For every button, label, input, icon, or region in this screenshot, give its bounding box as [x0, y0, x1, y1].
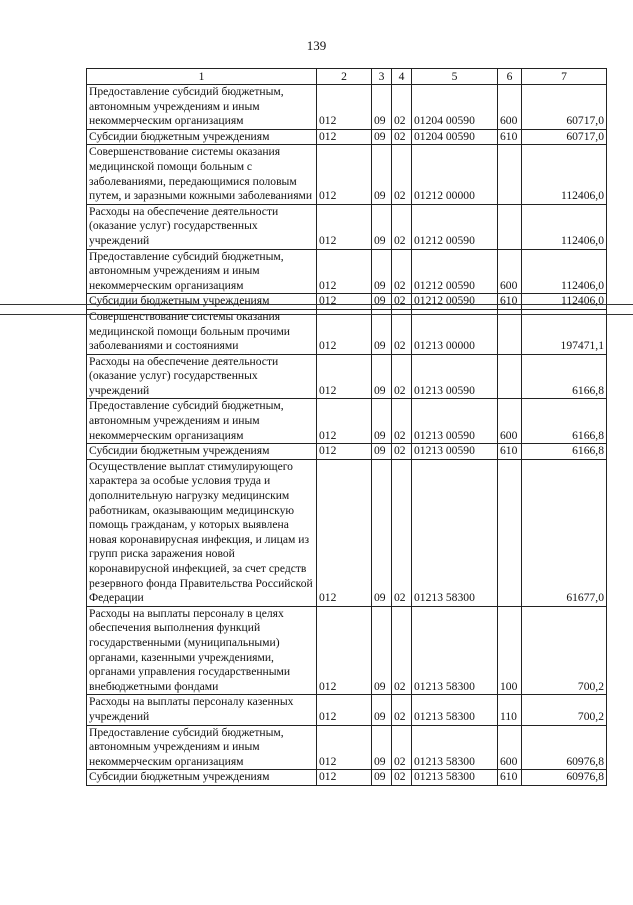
table-row — [87, 725, 607, 770]
target-article-cell: 01213 00590 — [412, 354, 498, 399]
subsection-code-cell: 02 — [392, 606, 412, 695]
subsection-code-cell: 02 — [392, 309, 412, 354]
subsection-code-cell: 02 — [392, 85, 412, 130]
subsection-code-cell: 02 — [392, 354, 412, 399]
ved-code-cell: 012 — [317, 85, 372, 130]
section-code-cell: 09 — [372, 695, 392, 725]
ved-code-cell: 012 — [317, 129, 372, 145]
ved-code-cell: 012 — [317, 399, 372, 444]
target-article-cell: 01204 00590 — [412, 85, 498, 130]
section-code-cell: 09 — [372, 249, 392, 294]
target-article-cell: 01212 00590 — [412, 294, 498, 310]
column-header: 5 — [412, 69, 498, 85]
column-header: 4 — [392, 69, 412, 85]
amount-cell: 60976,8 — [522, 725, 607, 770]
expense-type-cell — [498, 145, 522, 204]
ved-code-cell: 012 — [317, 145, 372, 204]
target-article-cell: 01212 00590 — [412, 249, 498, 294]
table-row — [87, 444, 607, 460]
ved-code-cell: 012 — [317, 459, 372, 606]
table-row — [87, 294, 607, 310]
amount-cell: 6166,8 — [522, 444, 607, 460]
expense-name-cell: Расходы на обеспечение деятельности (оказание услуг) государственных учреждений — [87, 354, 317, 399]
expense-name-cell: Предоставление субсидий бюджетным, автономным учреждениям и иным некоммерческим организациям — [87, 85, 317, 130]
amount-cell: 60717,0 — [522, 85, 607, 130]
subsection-code-cell: 02 — [392, 444, 412, 460]
page-number: 139 — [306, 38, 327, 53]
table-row — [87, 129, 607, 145]
expense-type-cell: 600 — [498, 249, 522, 294]
expense-name-cell: Субсидии бюджетным учреждениям — [87, 129, 317, 145]
section-code-cell: 09 — [372, 770, 392, 786]
ved-code-cell: 012 — [317, 770, 372, 786]
column-header: 3 — [372, 69, 392, 85]
subsection-code-cell: 02 — [392, 459, 412, 606]
expense-name-cell: Расходы на выплаты персоналу в целях обеспечения выполнения функций государственными (муниципальными) органами, казенными учреждениями, органами управления государственными внебюджетными фондами — [87, 606, 317, 695]
amount-cell: 112406,0 — [522, 145, 607, 204]
ved-code-cell: 012 — [317, 725, 372, 770]
expense-type-cell: 100 — [498, 606, 522, 695]
subsection-code-cell: 02 — [392, 145, 412, 204]
column-header: 1 — [87, 69, 317, 85]
expense-type-cell: 110 — [498, 695, 522, 725]
ved-code-cell: 012 — [317, 309, 372, 354]
section-code-cell: 09 — [372, 129, 392, 145]
expense-name-cell: Расходы на обеспечение деятельности (оказание услуг) государственных учреждений — [87, 204, 317, 249]
table-header-row — [87, 69, 607, 85]
expense-name-cell: Субсидии бюджетным учреждениям — [87, 294, 317, 310]
target-article-cell: 01213 58300 — [412, 606, 498, 695]
ved-code-cell: 012 — [317, 294, 372, 310]
expense-name-cell: Совершенствование системы оказания медицинской помощи больным прочими заболеваниями и состояниями — [87, 309, 317, 354]
table-row — [87, 85, 607, 130]
amount-cell: 700,2 — [522, 695, 607, 725]
amount-cell: 60976,8 — [522, 770, 607, 786]
column-header: 2 — [317, 69, 372, 85]
section-code-cell: 09 — [372, 725, 392, 770]
target-article-cell: 01213 00590 — [412, 444, 498, 460]
ved-code-cell: 012 — [317, 204, 372, 249]
table-row — [87, 606, 607, 695]
table-row — [87, 459, 607, 606]
subsection-code-cell: 02 — [392, 294, 412, 310]
table-row — [87, 249, 607, 294]
table-row — [87, 204, 607, 249]
section-code-cell: 09 — [372, 444, 392, 460]
amount-cell: 112406,0 — [522, 204, 607, 249]
subsection-code-cell: 02 — [392, 770, 412, 786]
ved-code-cell: 012 — [317, 354, 372, 399]
target-article-cell: 01204 00590 — [412, 129, 498, 145]
column-header: 7 — [522, 69, 607, 85]
expense-type-cell: 610 — [498, 770, 522, 786]
table-row — [87, 145, 607, 204]
target-article-cell: 01213 58300 — [412, 695, 498, 725]
subsection-code-cell: 02 — [392, 204, 412, 249]
section-code-cell: 09 — [372, 309, 392, 354]
amount-cell: 61677,0 — [522, 459, 607, 606]
table-row — [87, 354, 607, 399]
table-row — [87, 399, 607, 444]
section-code-cell: 09 — [372, 204, 392, 249]
expense-type-cell: 600 — [498, 85, 522, 130]
subsection-code-cell: 02 — [392, 695, 412, 725]
table-row — [87, 770, 607, 786]
expense-name-cell: Субсидии бюджетным учреждениям — [87, 770, 317, 786]
section-code-cell: 09 — [372, 606, 392, 695]
ved-code-cell: 012 — [317, 444, 372, 460]
table-row — [87, 695, 607, 725]
target-article-cell: 01213 58300 — [412, 770, 498, 786]
subsection-code-cell: 02 — [392, 399, 412, 444]
table-row — [87, 309, 607, 354]
expense-name-cell: Осуществление выплат стимулирующего характера за особые условия труда и дополнительную нагрузку медицинским работникам, оказывающим медицинскую помощь гражданам, у которых выявлена новая коронавирусная инфекция, и лицам из групп риска заражения новой коронавирусной инфекцией, за счет средств резервного фонда Правительства Российской Федерации — [87, 459, 317, 606]
section-code-cell: 09 — [372, 459, 392, 606]
budget-table — [86, 68, 607, 786]
amount-cell: 6166,8 — [522, 354, 607, 399]
amount-cell: 112406,0 — [522, 294, 607, 310]
section-code-cell: 09 — [372, 354, 392, 399]
scan-strike-line — [0, 304, 633, 305]
amount-cell: 112406,0 — [522, 249, 607, 294]
expense-type-cell: 610 — [498, 129, 522, 145]
section-code-cell: 09 — [372, 399, 392, 444]
expense-name-cell: Субсидии бюджетным учреждениям — [87, 444, 317, 460]
section-code-cell: 09 — [372, 294, 392, 310]
column-header: 6 — [498, 69, 522, 85]
subsection-code-cell: 02 — [392, 129, 412, 145]
expense-name-cell: Предоставление субсидий бюджетным, автономным учреждениям и иным некоммерческим организациям — [87, 725, 317, 770]
ved-code-cell: 012 — [317, 606, 372, 695]
expense-type-cell: 600 — [498, 725, 522, 770]
section-code-cell: 09 — [372, 85, 392, 130]
expense-name-cell: Совершенствование системы оказания медицинской помощи больным с заболеваниями, передающимися половым путем, и заразными кожными заболеваниями — [87, 145, 317, 204]
target-article-cell: 01213 58300 — [412, 725, 498, 770]
ved-code-cell: 012 — [317, 249, 372, 294]
subsection-code-cell: 02 — [392, 249, 412, 294]
target-article-cell: 01212 00590 — [412, 204, 498, 249]
ved-code-cell: 012 — [317, 695, 372, 725]
expense-type-cell — [498, 354, 522, 399]
expense-name-cell: Предоставление субсидий бюджетным, автономным учреждениям и иным некоммерческим организациям — [87, 249, 317, 294]
expense-type-cell: 610 — [498, 444, 522, 460]
expense-type-cell — [498, 309, 522, 354]
expense-name-cell: Расходы на выплаты персоналу казенных учреждений — [87, 695, 317, 725]
amount-cell: 6166,8 — [522, 399, 607, 444]
expense-type-cell — [498, 204, 522, 249]
expense-type-cell: 600 — [498, 399, 522, 444]
amount-cell: 197471,1 — [522, 309, 607, 354]
expense-name-cell: Предоставление субсидий бюджетным, автономным учреждениям и иным некоммерческим организациям — [87, 399, 317, 444]
expense-type-cell — [498, 459, 522, 606]
amount-cell: 700,2 — [522, 606, 607, 695]
subsection-code-cell: 02 — [392, 725, 412, 770]
target-article-cell: 01213 00000 — [412, 309, 498, 354]
expense-type-cell: 610 — [498, 294, 522, 310]
section-code-cell: 09 — [372, 145, 392, 204]
amount-cell: 60717,0 — [522, 129, 607, 145]
scan-strike-line — [0, 314, 633, 315]
target-article-cell: 01213 58300 — [412, 459, 498, 606]
target-article-cell: 01213 00590 — [412, 399, 498, 444]
target-article-cell: 01212 00000 — [412, 145, 498, 204]
